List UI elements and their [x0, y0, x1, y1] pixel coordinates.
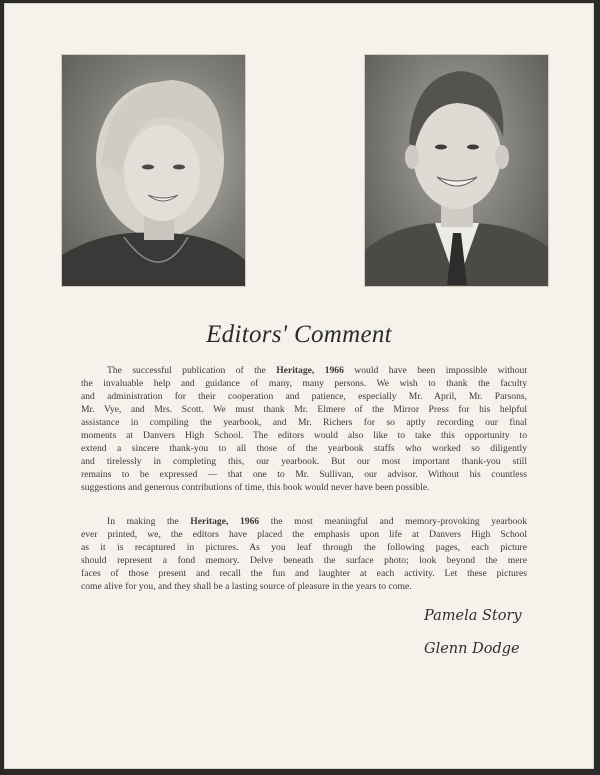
- paragraph-line: suggestions and generous contributions of time, this book would never have been possible.: [81, 482, 430, 493]
- signature-glenn-dodge: Glenn Dodge: [424, 641, 520, 657]
- paragraph-line: ever printed, we, the editors have placed the emphasis upon life at Danvers High School: [81, 529, 527, 540]
- portrait-boy-image: [365, 55, 548, 286]
- paragraph-line: as it is recaptured in pictures. As you leaf through the following pages, each picture: [81, 542, 527, 553]
- paragraph-line: The successful publication of the Heritage, 1966 would have been impossible without: [107, 365, 527, 376]
- paragraph-line: should represent a fond memory. Delve beneath the surface photo; look beyond the mere: [81, 555, 527, 566]
- editor-photo-female: [61, 54, 246, 287]
- yearbook-name: Heritage, 1966: [190, 516, 260, 527]
- paragraph-line: extend a sincere thank-you to all those of the yearbook staffs who worked so diligently: [81, 443, 527, 454]
- paragraph-line: moments at Danvers High School. The editors would also like to take this opportunity to: [81, 430, 527, 441]
- paragraph-line: the invaluable help and guidance of many, many persons. We wish to thank the faculty: [81, 378, 527, 389]
- paragraph-line: Mr. Vye, and Mrs. Scott. We must thank Mr. Elmere of the Mirror Press for his helpful: [81, 404, 527, 415]
- yearbook-page: [4, 3, 594, 769]
- paragraph-line: and administration for their cooperation and patience, especially Mr. April, Mr. Parsons,: [81, 391, 527, 402]
- editor-photo-male: [364, 54, 549, 287]
- portrait-girl-image: [62, 55, 245, 286]
- paragraph-line: and tirelessly in completing this, our yearbook. But our most important thank-you still: [81, 456, 527, 467]
- paragraph-line: come alive for you, and they shall be a lasting source of pleasure in the years to come.: [81, 581, 412, 592]
- yearbook-name: Heritage, 1966: [276, 365, 344, 376]
- comment-paragraph-1: [81, 364, 527, 494]
- paragraph-line: assistance in compiling the yearbook, and Mr. Richers for so aptly recording our final: [81, 417, 527, 428]
- paragraph-line: remains to be expressed — that one to Mr. Sullivan, our advisor. Without his countless: [81, 469, 527, 480]
- paragraph-line: faces of those present and recall the fun and laughter at each activity. Let these pictures: [81, 568, 527, 579]
- comment-paragraph-2: [81, 515, 527, 593]
- page-title: Editors' Comment: [206, 321, 392, 348]
- paragraph-line: In making the Heritage, 1966 the most meaningful and memory-provoking yearbook: [107, 516, 528, 527]
- signature-pamela-story: Pamela Story: [424, 608, 522, 624]
